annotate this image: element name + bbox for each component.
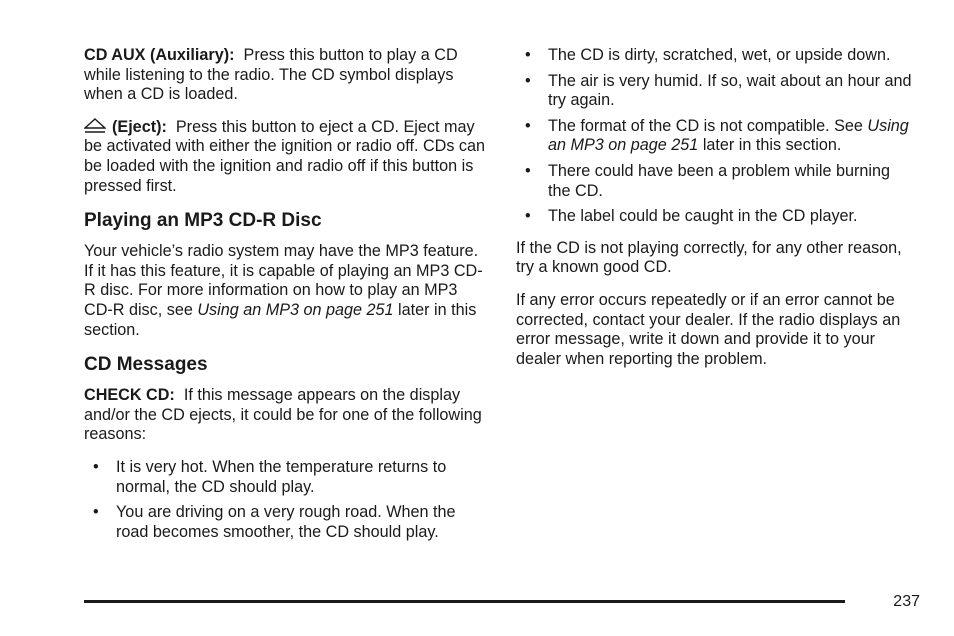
eject-label: (Eject): [112, 117, 167, 136]
check-cd-paragraph [84, 386, 490, 445]
footer-rule [84, 600, 845, 603]
page-number: 237 [893, 593, 920, 610]
eject-paragraph [84, 118, 490, 196]
mp3-cross-reference: Using an MP3 on page 251 [197, 300, 394, 319]
left-column [84, 46, 490, 554]
eject-text: Press this button to eject a CD. Eject may be activated with either the ignition or radio off. CDs can be loaded with the ignition and radio off if this button is pressed first. [84, 117, 486, 195]
format-cross-reference: Using an MP3 on page 251 [548, 116, 909, 155]
list-item: • The label could be caught in the CD player. [516, 207, 916, 227]
reasons-list-right [516, 46, 916, 227]
check-cd-text: If this message appears on the display and/or the CD ejects, it could be for one of the following reasons: [84, 386, 482, 444]
cd-aux-label: CD AUX (Auxiliary): [84, 46, 235, 64]
eject-icon [84, 118, 106, 134]
check-cd-label: CHECK CD: [84, 386, 175, 405]
mp3-paragraph [84, 242, 490, 340]
list-item [516, 117, 916, 156]
list-item: • It is very hot. When the temperature returns to normal, the CD should play. [84, 458, 490, 497]
list-item: • There could have been a problem while burning the CD. [516, 162, 916, 201]
cd-aux-text: Press this button to play a CD while listening to the radio. The CD symbol displays when a CD is loaded. [84, 46, 458, 104]
heading-mp3: Playing an MP3 CD-R Disc [84, 210, 322, 232]
mp3-text-2: later in this section. [84, 300, 477, 339]
known-good-cd-paragraph: If the CD is not playing correctly, for any other reason, try a known good CD. [516, 238, 902, 277]
list-item: • The air is very humid. If so, wait about an hour and try again. [516, 72, 916, 111]
contact-dealer-paragraph: If any error occurs repeatedly or if an error cannot be corrected, contact your dealer. If the radio displays an error message, write it down and provide it to your dealer when reporting the problem. [516, 290, 901, 368]
cd-aux-paragraph [84, 46, 490, 105]
right-column [516, 46, 916, 382]
mp3-text-1: Your vehicle’s radio system may have the MP3 feature. If it has this feature, it is capable of playing an MP3 CD-R disc. For more information on how to play an MP3 CD-R disc, see [84, 242, 483, 319]
list-item: • The CD is dirty, scratched, wet, or upside down. [516, 46, 916, 66]
format-text-2: later in this section. [702, 136, 842, 155]
format-text-1: The format of the CD is not compatible. See [548, 116, 863, 135]
list-item: • You are driving on a very rough road. When the road becomes smoother, the CD should play. [84, 503, 490, 542]
reasons-list-left [84, 458, 490, 542]
heading-cd-messages: CD Messages [84, 354, 208, 376]
